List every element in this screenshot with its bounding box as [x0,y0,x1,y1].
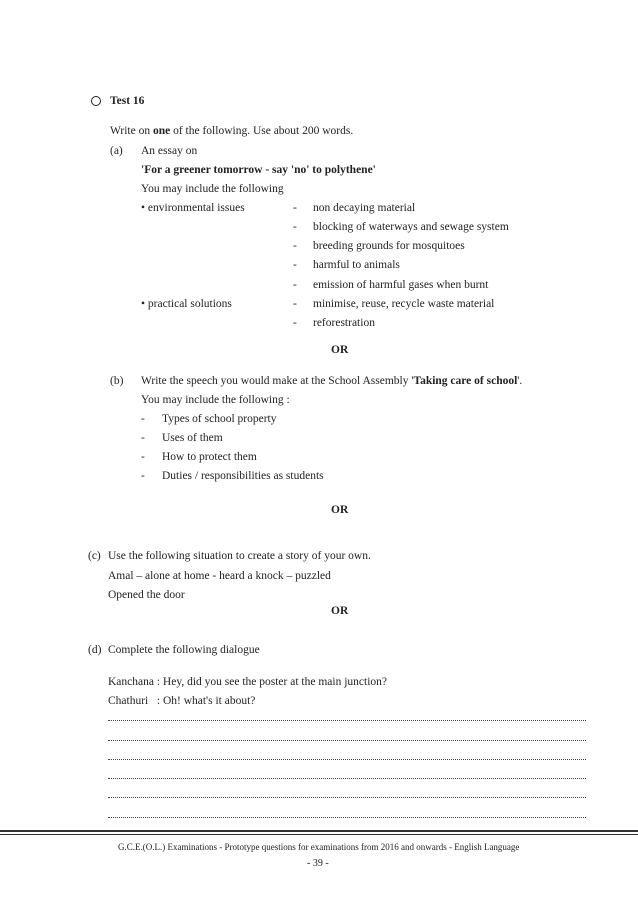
part-a-essay-title: 'For a greener tomorrow - say 'no' to polythene' [141,164,376,176]
point: How to protect them [162,451,257,463]
part-c-line2: Amal – alone at home - heard a knock – puzzled [108,570,331,582]
footer-text: G.C.E.(O.L.) Examinations - Prototype questions for examinations from 2016 and onwards - English Language [118,842,520,852]
point: non decaying material [313,202,416,214]
part-a-line1: An essay on [141,145,198,157]
point: breeding grounds for mosquitoes [313,240,465,252]
dash: - [293,298,297,310]
bullet-dot-icon: • [141,298,146,310]
point: reforestration [313,317,375,329]
part-a-label: (a) [110,145,123,157]
part-a-include: You may include the following [141,183,284,195]
answer-line[interactable] [108,720,586,721]
answer-line[interactable] [108,759,586,760]
footer-rule-thin [0,834,638,835]
test-title: Test 16 [110,95,145,107]
answer-line[interactable] [108,797,586,798]
or-separator: OR [331,344,349,356]
point: Duties / responsibilities as students [162,470,324,482]
dash: - [293,317,297,329]
dash: - [293,240,297,252]
circle-bullet-icon [91,96,101,106]
bullet-practical-solutions: • practical solutions [141,298,232,310]
point: minimise, reuse, recycle waste material [313,298,495,310]
or-separator: OR [331,605,349,617]
dash: - [293,221,297,233]
dialogue-kanchana: Kanchana : Hey, did you see the poster at the main junction? [108,676,387,688]
point: emission of harmful gases when burnt [313,279,489,291]
point: Uses of them [162,432,223,444]
dash: - [141,470,145,482]
answer-line[interactable] [108,817,586,818]
dash: - [141,451,145,463]
or-separator: OR [331,504,349,516]
dash: - [141,432,145,444]
part-d-label: (d) [88,644,102,656]
page-number: - 39 - [307,858,329,869]
dialogue-chathuri: Chathuri : Oh! what's it about? [108,695,256,707]
instruction: Write on one of the following. Use about 200 words. [110,125,354,137]
part-b-label: (b) [110,375,124,387]
answer-line[interactable] [108,778,586,779]
part-b-include: You may include the following : [141,394,290,406]
dash: - [293,202,297,214]
point: blocking of waterways and sewage system [313,221,509,233]
dash: - [293,279,297,291]
footer-rule-thick [0,830,638,832]
part-c-label: (c) [88,550,101,562]
point: Types of school property [162,413,277,425]
answer-line[interactable] [108,740,586,741]
bullet-environmental-issues: • environmental issues [141,202,245,214]
part-d-line1: Complete the following dialogue [108,644,260,656]
part-b-line1: Write the speech you would make at the School Assembly 'Taking care of school'. [141,375,523,387]
bullet-dot-icon: • [141,202,146,214]
part-c-line3: Opened the door [108,589,185,601]
dash: - [293,259,297,271]
part-c-line1: Use the following situation to create a story of your own. [108,550,371,562]
point: harmful to animals [313,259,400,271]
dash: - [141,413,145,425]
